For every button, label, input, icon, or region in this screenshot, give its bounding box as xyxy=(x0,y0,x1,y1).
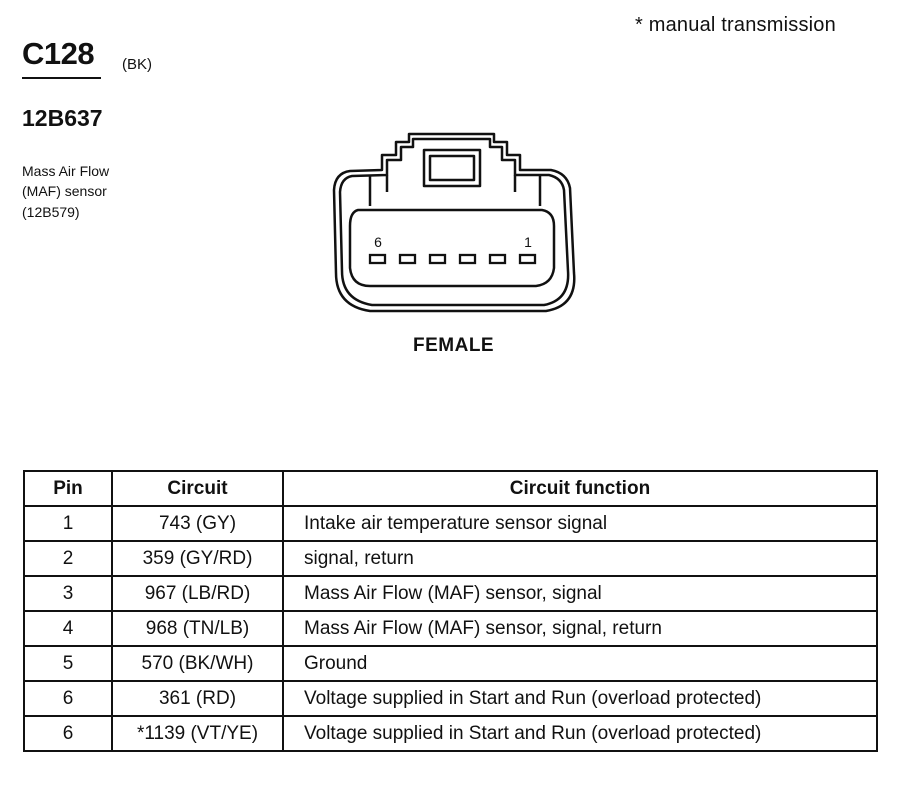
pin-terminal xyxy=(430,255,445,263)
table-row xyxy=(24,681,877,716)
connector-view-label: FEMALE xyxy=(413,335,495,356)
circuit-cell: 359 (GY/RD) xyxy=(112,541,283,576)
pin-cell: 1 xyxy=(24,506,112,541)
pin-label-right: 1 xyxy=(524,234,532,250)
connector-inner-shell xyxy=(340,139,568,305)
part-number: 12B637 xyxy=(22,105,103,131)
pin-label-left: 6 xyxy=(374,234,382,250)
pin-terminal xyxy=(460,255,475,263)
pin-terminal xyxy=(490,255,505,263)
table-row xyxy=(24,576,877,611)
table-row xyxy=(24,506,877,541)
circuit-cell: *1139 (VT/YE) xyxy=(112,716,283,751)
component-description-line: Mass Air Flow xyxy=(22,163,110,179)
transmission-note: * manual transmission xyxy=(635,14,836,36)
table-row xyxy=(24,541,877,576)
pin-cell: 5 xyxy=(24,646,112,681)
header-pin: Pin xyxy=(24,471,112,506)
pin-cell: 6 xyxy=(24,716,112,751)
function-cell: signal, return xyxy=(283,541,877,576)
header-circuit: Circuit xyxy=(112,471,283,506)
header-circuit-function: Circuit function xyxy=(283,471,877,506)
pinout-table xyxy=(23,470,878,752)
function-cell: Voltage supplied in Start and Run (overload protected) xyxy=(283,716,877,751)
function-cell: Mass Air Flow (MAF) sensor, signal, return xyxy=(283,611,877,646)
circuit-cell: 968 (TN/LB) xyxy=(112,611,283,646)
function-cell: Intake air temperature sensor signal xyxy=(283,506,877,541)
pin-terminal xyxy=(520,255,535,263)
table-row xyxy=(24,611,877,646)
connector-id-underline xyxy=(22,77,101,79)
pin-terminal xyxy=(370,255,385,263)
connector-face-diagram xyxy=(330,128,580,328)
pin-cell: 4 xyxy=(24,611,112,646)
component-description-line: (12B579) xyxy=(22,204,80,220)
table-row xyxy=(24,716,877,751)
connector-id: C128 xyxy=(22,36,95,71)
circuit-cell: 743 (GY) xyxy=(112,506,283,541)
function-cell: Voltage supplied in Start and Run (overload protected) xyxy=(283,681,877,716)
circuit-cell: 361 (RD) xyxy=(112,681,283,716)
function-cell: Mass Air Flow (MAF) sensor, signal xyxy=(283,576,877,611)
pin-terminal xyxy=(400,255,415,263)
component-description-line: (MAF) sensor xyxy=(22,183,107,199)
circuit-cell: 570 (BK/WH) xyxy=(112,646,283,681)
table-header-row xyxy=(24,471,877,506)
table-row xyxy=(24,646,877,681)
pin-cell: 2 xyxy=(24,541,112,576)
pin-cell: 3 xyxy=(24,576,112,611)
connector-color: (BK) xyxy=(122,56,152,73)
pin-cell: 6 xyxy=(24,681,112,716)
function-cell: Ground xyxy=(283,646,877,681)
circuit-cell: 967 (LB/RD) xyxy=(112,576,283,611)
